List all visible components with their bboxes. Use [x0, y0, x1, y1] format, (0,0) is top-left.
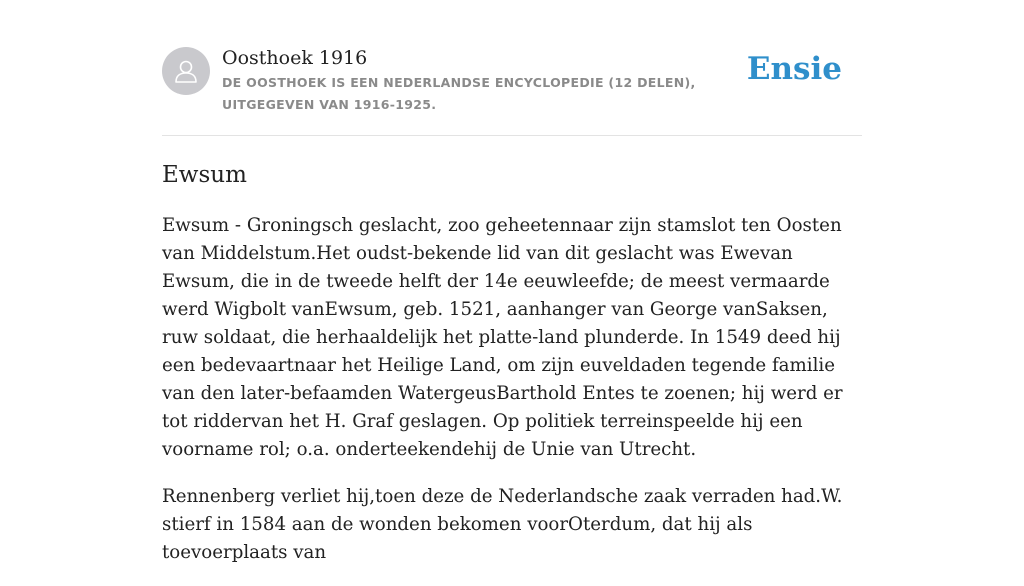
article-paragraph: Ewsum - Groningsch geslacht, zoo geheetennaar zijn stamslot ten Oosten van Middelstum.Het oudst-bekende lid van dit geslacht was Ewevan Ewsum, die in de tweede helft der 14e eeuwleefde; de meest vermaarde werd Wigbolt vanEwsum, geb. 1521, aanhanger van George vanSaksen, ruw soldaat, die herhaaldelijk het platte-land plunderde. In 1549 deed hij een bedevaartnaar het Heilige Land, om zijn euveldaden tegende familie van den later-befaamden WatergeusBarthold Entes te zoenen; hij werd er tot riddervan het H. Graf geslagen. Op politiek terreinspeelde hij een voorname rol; o.a. onderteekendehij de Unie van Utrecht.: [162, 215, 843, 460]
article-title: Ewsum: [162, 162, 247, 188]
ensie-logo[interactable]: Ensie: [746, 51, 842, 87]
source-title[interactable]: Oosthoek 1916: [222, 47, 368, 69]
article-body: [162, 212, 866, 586]
header-divider: [162, 135, 862, 136]
article-paragraph: Rennenberg verliet hij,toen deze de Nederlandsche zaak verraden had.W. stierf in 1584 aan de wonden bekomen voorOterdum, dat hij als toevoerplaats van: [162, 486, 843, 563]
user-icon: [171, 56, 201, 86]
source-description: DE OOSTHOEK IS EEN NEDERLANDSE ENCYCLOPEDIE (12 DELEN), UITGEGEVEN VAN 1916-1925.: [222, 75, 696, 112]
source-header: [162, 46, 862, 116]
avatar[interactable]: [162, 47, 210, 95]
